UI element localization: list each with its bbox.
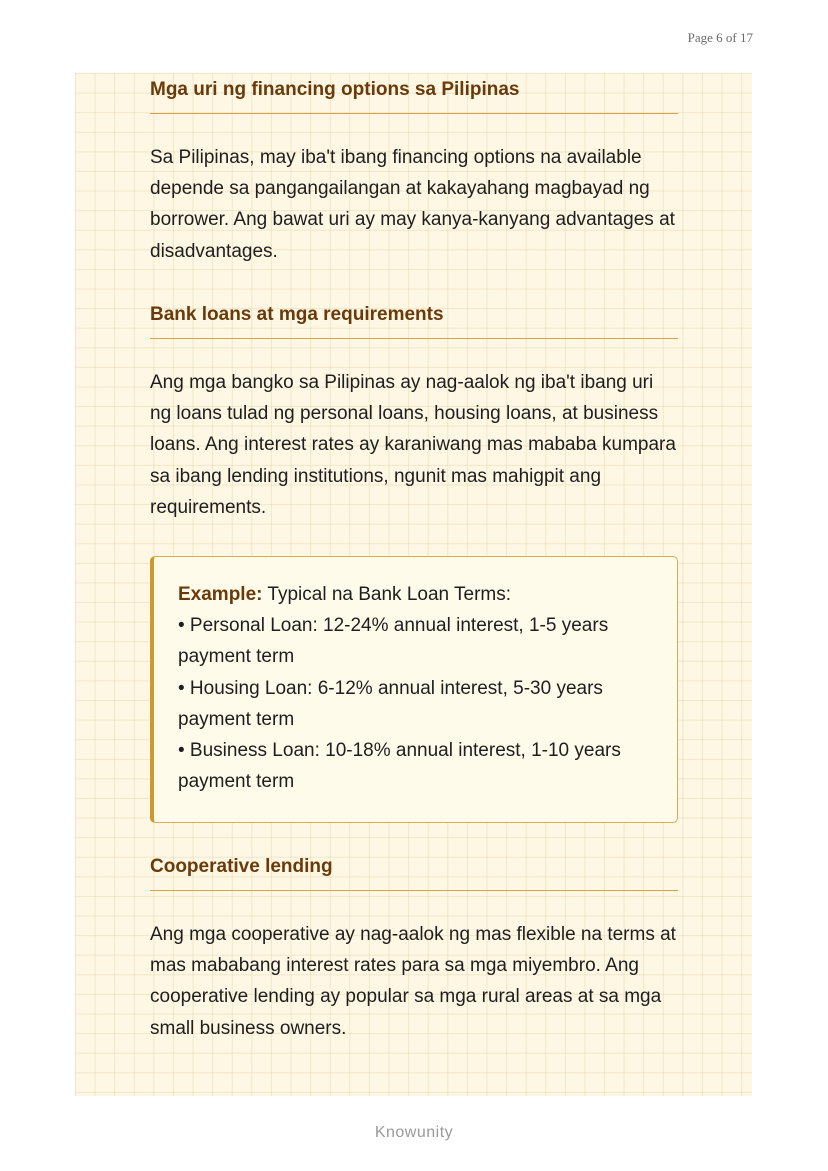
document-page — [75, 73, 752, 1096]
example-title: Example: — [178, 584, 263, 605]
section-paragraph: Ang mga cooperative ay nag-aalok ng mas flexible na terms at mas mababang interest rates para sa mga miyembro. Ang cooperative lending ay popular sa mga rural areas at sa mga small business owners. — [150, 924, 676, 1039]
section-bank-loans — [150, 304, 678, 523]
example-item: • Business Loan: 10-18% annual interest, 1-10 years payment term — [178, 740, 621, 793]
section-financing-options — [150, 79, 678, 267]
example-heading-line — [178, 579, 657, 610]
example-box — [150, 556, 678, 823]
section-heading: Cooperative lending — [150, 856, 678, 891]
section-heading: Bank loans at mga requirements — [150, 304, 678, 339]
page-number: Page 6 of 17 — [687, 30, 753, 45]
section-paragraph: Sa Pilipinas, may iba't ibang financing options na available depende sa pangangailangan at kakayahang magbayad ng borrower. Ang bawat uri ay may kanya-kanyang advantages at disadvantages. — [150, 147, 675, 262]
example-intro: Typical na Bank Loan Terms: — [267, 584, 512, 605]
section-heading: Mga uri ng financing options sa Pilipinas — [150, 79, 678, 114]
example-item: • Housing Loan: 6-12% annual interest, 5-30 years payment term — [178, 677, 603, 730]
example-item: • Personal Loan: 12-24% annual interest, 1-5 years payment term — [178, 615, 609, 668]
footer-brand: Knowunity — [374, 1124, 454, 1141]
section-cooperative-lending — [150, 856, 678, 1044]
section-paragraph: Ang mga bangko sa Pilipinas ay nag-aalok ng iba't ibang uri ng loans tulad ng personal loans, housing loans, at business loans. Ang interest rates ay karaniwang mas mababa kumpara sa ibang lending institutions, ngunit mas mahigpit ang requirements. — [150, 372, 676, 518]
